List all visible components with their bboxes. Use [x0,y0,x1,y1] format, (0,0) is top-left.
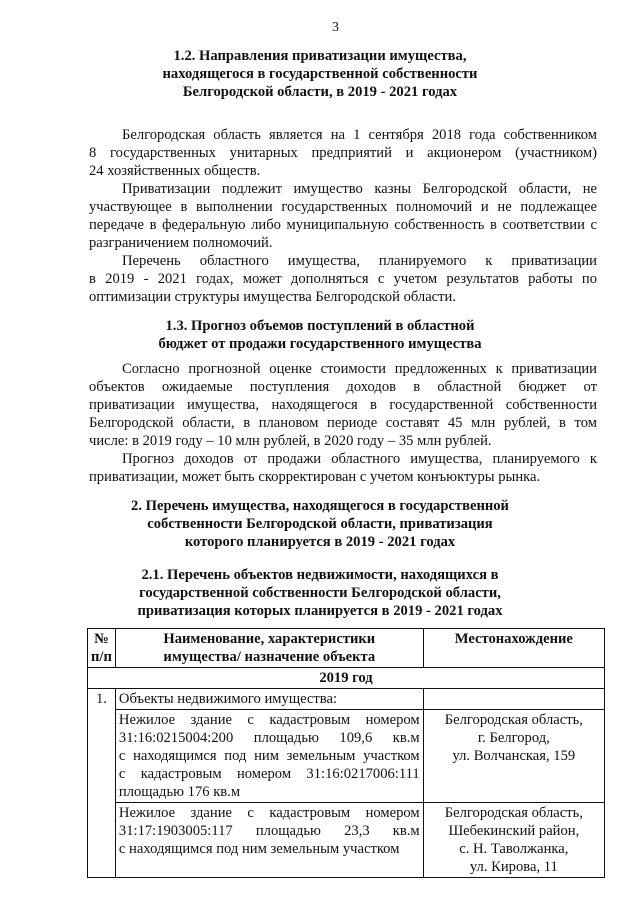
object-location [423,803,604,878]
text-line: числе: в 2019 году – 10 млн рублей, в 2020 году – 35 млн рублей. [89,433,492,449]
heading-line: находящегося в государственной собственности [162,66,478,82]
heading-line: 2. Перечень имущества, находящегося в государственной [131,498,509,514]
heading-line: бюджет от продажи государственного имущества [158,336,482,352]
text-line: Прогноз доходов от продажи областного имущества, планируемого к [122,451,597,467]
text-line: участвующее в выполнении государственных полномочий и не подлежащее [89,199,597,215]
paragraph [89,360,597,450]
text-line: ул. Волчанская, 159 [452,748,576,764]
object-description [115,803,423,878]
header-location: Местонахождение [423,629,604,668]
text-line: в 2019 - 2021 годах, может дополняться с учетом результатов работы по [89,271,597,287]
text-line: объектов ожидаемые поступления доходов в областной бюджет от [89,379,597,395]
heading-line: приватизация которых планируется в 2019 - 2021 годах [137,603,503,619]
year-label: 2019 год [88,668,605,689]
section-2-heading [0,497,640,551]
text-line: с. Н. Таволжанка, [459,841,569,857]
text-line: 8 государственных унитарных предприятий и акционером (участником) [89,145,597,161]
text-line: с находящимся под ним земельным участком [118,748,420,764]
header-name [115,629,423,668]
heading-line: 2.1. Перечень объектов недвижимости, находящихся в [141,567,499,583]
paragraph [89,450,597,486]
section-1-3-heading [0,317,640,353]
header-text: № [94,631,109,647]
text-line: Белгородской области, в плановом периоде составят 45 млн рублей, в том [89,415,597,431]
text-line: Приватизации подлежит имущество казны Белгородской области, не [122,181,597,197]
text-line: Нежилое здание с кадастровым номером [118,805,420,821]
text-line: приватизации, может быть скорректирован с учетом конъюктуры рынка. [89,469,541,485]
header-num [88,629,116,668]
text-line: оптимизации структуры имущества Белгородской области. [89,289,456,305]
text-line: Перечень областного имущества, планируемого к приватизации [122,253,597,269]
year-row [88,668,605,689]
text-line: площадью 176 кв.м [118,784,241,800]
group-location-empty [423,689,604,710]
heading-line: 1.3. Прогноз объемов поступлений в областной [165,318,475,334]
paragraph [89,252,597,306]
heading-line: Белгородской области, в 2019 - 2021 годах [182,84,458,100]
header-text: имущества/ назначение объекта [163,649,376,665]
text-line: передаче в федеральную либо муниципальную собственность в соответствии с [89,217,597,233]
header-text: Наименование, характеристики [163,631,376,647]
header-text: п/п [91,649,112,665]
heading-line: 1.2. Направления приватизации имущества, [173,48,467,64]
text-line: г. Белгород, [477,730,550,746]
heading-line: собственности Белгородской области, приватизация [147,516,493,532]
text-line: с находящимся под ним земельным участком [118,841,400,857]
text-line: 31:16:0215004:200 площадью 109,6 кв.м [118,730,420,746]
text-line: Согласно прогнозной оценке стоимости предложенных к приватизации [122,361,597,377]
heading-line: которого планируется в 2019 - 2021 годах [184,534,456,550]
table-row [88,803,605,878]
text-line: Нежилое здание с кадастровым номером [118,712,420,728]
object-description [115,710,423,803]
group-row [88,689,605,710]
page-number: 3 [332,20,339,35]
text-line: Белгородская область, [444,805,583,821]
text-line: приватизации имущества, находящегося в государственной собственности [89,397,597,413]
text-line: ул. Кирова, 11 [469,859,558,875]
property-table [87,628,605,878]
section-1-2-heading [0,47,640,101]
heading-line: государственной собственности Белгородской области, [139,585,501,601]
paragraph [89,180,597,252]
text-line: 24 хозяйственных обществ. [89,163,261,179]
paragraph [89,126,597,180]
text-line: с кадастровым номером 31:16:0217006:111 [118,766,420,782]
text-line: Шебекинский район, [448,823,580,839]
table-header-row [88,629,605,668]
item-number: 1. [88,689,116,878]
section-2-1-heading [0,566,640,620]
text-line: Белгородская область, [444,712,583,728]
text-line: разграничением полномочий. [89,235,273,251]
table-row [88,710,605,803]
group-label: Объекты недвижимого имущества: [115,689,423,710]
text-line: Белгородская область является на 1 сентября 2018 года собственником [122,127,597,143]
text-line: 31:17:1903005:117 площадью 23,3 кв.м [118,823,420,839]
object-location [423,710,604,803]
